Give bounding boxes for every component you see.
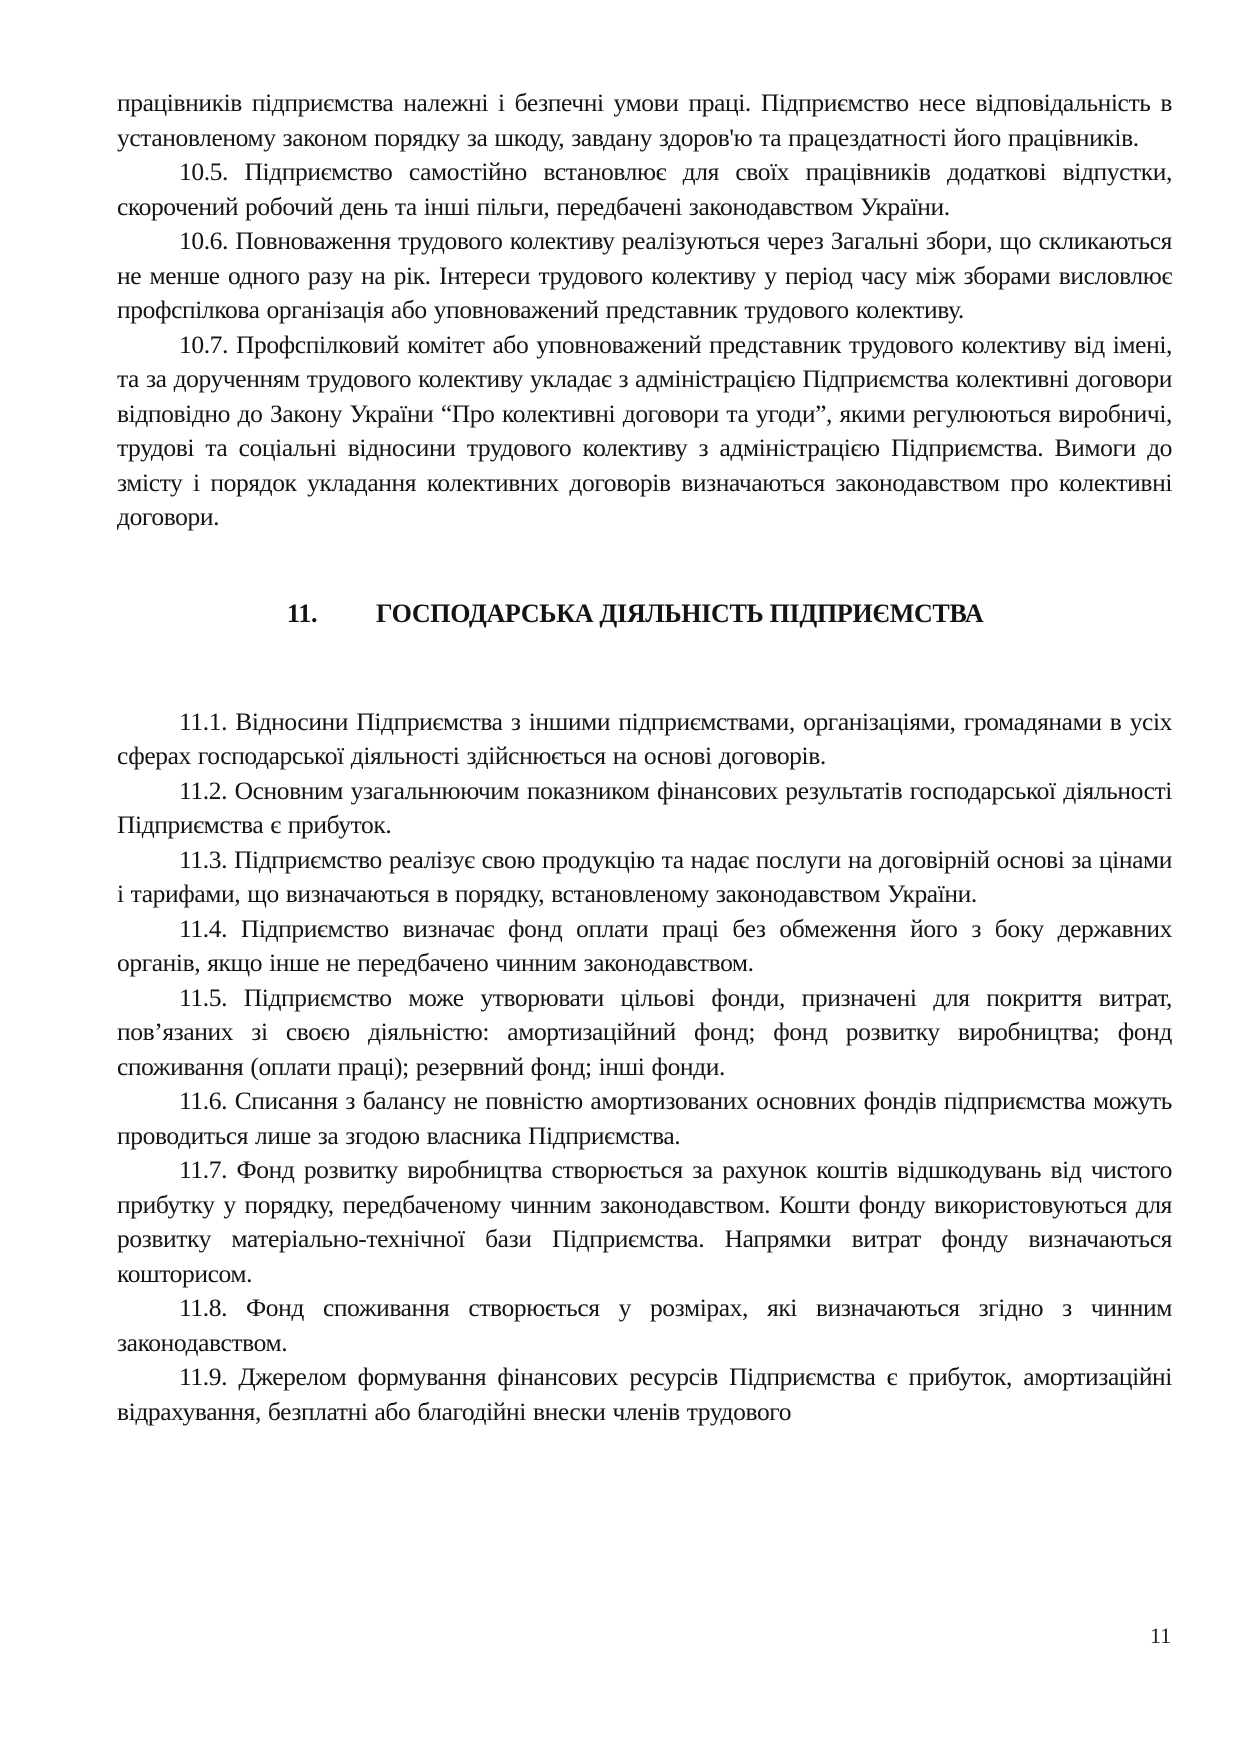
section-11-body — [117, 705, 1172, 1430]
paragraph-10-4-continued: працівників підприємства належні і безпечні умови праці. Підприємство несе відповідальність в установленому законом порядку за шкоду, завдану здоров'ю та працездатності його працівників. — [117, 88, 1172, 152]
section-11-heading — [117, 597, 1172, 631]
paragraph-11-2: 11.2. Основним узагальнюючим показником фінансових результатів господарської діяльності Підприємства є прибуток. — [117, 775, 1172, 839]
paragraph-10-7: 10.7. Профспілковий комітет або уповноважений представник трудового колективу від імені, та за дорученням трудового колективу укладає з адміністрацією Підприємства колективні договори відповідно до Закону України “Про колективні договори та угоди”, якими регулюються виробничі, трудові та соціальні відносини трудового колективу з адміністрацією Підприємства. Вимоги до змісту і порядок укладання колективних договорів визначаються законодавством про колективні договори. — [117, 329, 1172, 531]
paragraph-11-5: 11.5. Підприємство може утворювати цільові фонди, призначені для покриття витрат, пов’язаних зі своєю діяльністю: амортизаційний фонд; фонд розвитку виробництва; фонд споживання (оплати праці); резервний фонд; інші фонди. — [117, 982, 1172, 1081]
paragraph-11-4: 11.4. Підприємство визначає фонд оплати праці без обмеження його з боку державних органів, якщо інше не передбачено чинним законодавством. — [117, 913, 1172, 977]
paragraph-11-8: 11.8. Фонд споживання створюється у розмірах, які визначаються згідно з чинним законодавством. — [117, 1293, 1172, 1357]
paragraph-10-6: 10.6. Повноваження трудового колективу реалізуються через Загальні збори, що скликаються не менше одного разу на рік. Інтереси трудового колективу у період часу між зборами висловлює профспілкова організація або уповноважений представник трудового колективу. — [117, 226, 1172, 324]
page-number: 11 — [1150, 1623, 1172, 1648]
paragraph-11-7: 11.7. Фонд розвитку виробництва створюється за рахунок коштів відшкодувань від чистого прибутку у порядку, передбаченому чинним законодавством. Кошти фонду використовуються для розвитку матеріально-технічної бази Підприємства. Напрямки витрат фонду визначаються кошторисом. — [117, 1155, 1172, 1288]
paragraph-11-1: 11.1. Відносини Підприємства з іншими підприємствами, організаціями, громадянами в усіх сферах господарської діяльності здійснюється на основі договорів. — [117, 706, 1172, 770]
paragraph-10-5: 10.5. Підприємство самостійно встановлює для своїх працівників додаткові відпустки, скорочений робочий день та інші пільги, передбачені законодавством України. — [117, 157, 1172, 221]
paragraph-11-6: 11.6. Списання з балансу не повністю амортизованих основних фондів підприємства можуть проводиться лише за згодою власника Підприємства. — [117, 1086, 1172, 1150]
section-11-number: 11. — [287, 598, 318, 628]
section-11-title: ГОСПОДАРСЬКА ДІЯЛЬНІСТЬ ПІДПРИЄМСТВА — [376, 598, 984, 628]
document-page — [117, 86, 1172, 1429]
section-10-body — [117, 86, 1172, 535]
paragraph-11-3: 11.3. Підприємство реалізує свою продукцію та надає послуги на договірній основі за цінами і тарифами, що визначаються в порядку, встановленому законодавством України. — [117, 844, 1172, 908]
paragraph-11-9: 11.9. Джерелом формування фінансових ресурсів Підприємства є прибуток, амортизаційні відрахування, безплатні або благодійні внески членів трудового — [117, 1362, 1172, 1426]
